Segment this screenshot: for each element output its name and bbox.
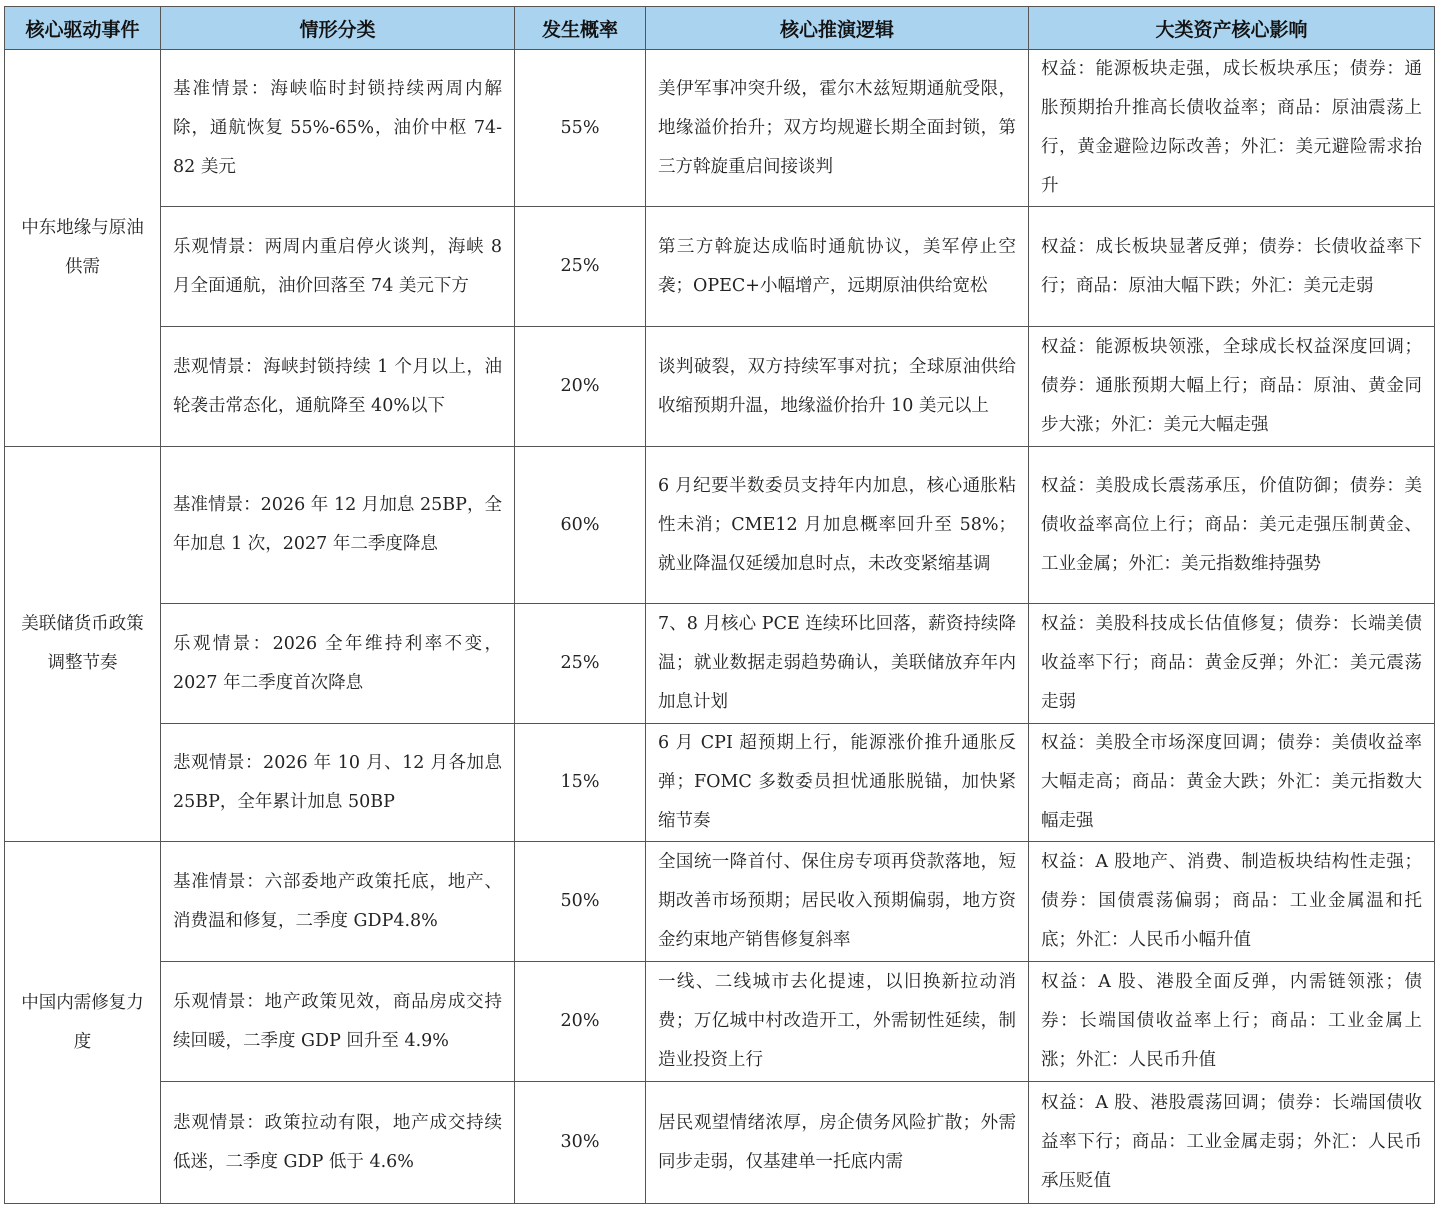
probability-cell: 60% (515, 447, 646, 604)
scenario-cell: 基准情景：六部委地产政策托底，地产、消费温和修复，二季度 GDP4.8% (161, 842, 515, 962)
scenario-cell: 基准情景：海峡临时封锁持续两周内解除，通航恢复 55%-65%，油价中枢 74-82 美元 (161, 50, 515, 207)
event-cell: 中东地缘与原油供需 (5, 50, 161, 447)
probability-cell: 20% (515, 327, 646, 447)
impact-cell: 权益：美股全市场深度回调；债券：美债收益率大幅走高；商品：黄金大跌；外汇：美元指数大幅走强 (1029, 724, 1435, 842)
impact-cell: 权益：成长板块显著反弹；债券：长债收益率下行；商品：原油大幅下跌；外汇：美元走弱 (1029, 207, 1435, 327)
logic-cell: 7、8 月核心 PCE 连续环比回落，薪资持续降温；就业数据走弱趋势确认，美联储放弃年内加息计划 (646, 604, 1029, 724)
probability-cell: 25% (515, 207, 646, 327)
header-probability: 发生概率 (515, 7, 646, 50)
logic-cell: 美伊军事冲突升级，霍尔木兹短期通航受限，地缘溢价抬升；双方均规避长期全面封锁，第三方斡旋重启间接谈判 (646, 50, 1029, 207)
probability-cell: 20% (515, 962, 646, 1082)
scenario-cell: 悲观情景：2026 年 10 月、12 月各加息 25BP，全年累计加息 50BP (161, 724, 515, 842)
scenario-cell: 悲观情景：海峡封锁持续 1 个月以上，油轮袭击常态化，通航降至 40%以下 (161, 327, 515, 447)
header-logic: 核心推演逻辑 (646, 7, 1029, 50)
header-row (5, 7, 1435, 50)
header-scenario: 情形分类 (161, 7, 515, 50)
probability-cell: 50% (515, 842, 646, 962)
probability-cell: 15% (515, 724, 646, 842)
table-row (5, 724, 1435, 842)
impact-cell: 权益：美股科技成长估值修复；债券：长端美债收益率下行；商品：黄金反弹；外汇：美元震荡走弱 (1029, 604, 1435, 724)
impact-cell: 权益：A 股、港股震荡回调；债券：长端国债收益率下行；商品：工业金属走弱；外汇：人民币承压贬值 (1029, 1082, 1435, 1204)
logic-cell: 居民观望情绪浓厚，房企债务风险扩散；外需同步走弱，仅基建单一托底内需 (646, 1082, 1029, 1204)
table-row (5, 842, 1435, 962)
event-cell: 美联储货币政策调整节奏 (5, 447, 161, 842)
header-event: 核心驱动事件 (5, 7, 161, 50)
impact-cell: 权益：美股成长震荡承压，价值防御；债券：美债收益率高位上行；商品：美元走强压制黄金、工业金属；外汇：美元指数维持强势 (1029, 447, 1435, 604)
header-impact: 大类资产核心影响 (1029, 7, 1435, 50)
table-row (5, 207, 1435, 327)
scenario-table-container (4, 6, 1434, 1203)
impact-cell: 权益：A 股地产、消费、制造板块结构性走强；债券：国债震荡偏弱；商品：工业金属温和托底；外汇：人民币小幅升值 (1029, 842, 1435, 962)
scenario-cell: 悲观情景：政策拉动有限，地产成交持续低迷，二季度 GDP 低于 4.6% (161, 1082, 515, 1204)
logic-cell: 一线、二线城市去化提速，以旧换新拉动消费；万亿城中村改造开工，外需韧性延续，制造业投资上行 (646, 962, 1029, 1082)
table-row (5, 447, 1435, 604)
logic-cell: 谈判破裂，双方持续军事对抗；全球原油供给收缩预期升温，地缘溢价抬升 10 美元以上 (646, 327, 1029, 447)
scenario-cell: 基准情景：2026 年 12 月加息 25BP，全年加息 1 次，2027 年二季度降息 (161, 447, 515, 604)
table-row (5, 327, 1435, 447)
scenario-cell: 乐观情景：地产政策见效，商品房成交持续回暖，二季度 GDP 回升至 4.9% (161, 962, 515, 1082)
table-row (5, 50, 1435, 207)
table-row (5, 962, 1435, 1082)
logic-cell: 全国统一降首付、保住房专项再贷款落地，短期改善市场预期；居民收入预期偏弱，地方资金约束地产销售修复斜率 (646, 842, 1029, 962)
scenario-cell: 乐观情景：2026 全年维持利率不变，2027 年二季度首次降息 (161, 604, 515, 724)
event-cell: 中国内需修复力度 (5, 842, 161, 1204)
impact-cell: 权益：能源板块走强，成长板块承压；债券：通胀预期抬升推高长债收益率；商品：原油震荡上行，黄金避险边际改善；外汇：美元避险需求抬升 (1029, 50, 1435, 207)
logic-cell: 6 月纪要半数委员支持年内加息，核心通胀粘性未消；CME12 月加息概率回升至 58%；就业降温仅延缓加息时点，未改变紧缩基调 (646, 447, 1029, 604)
scenario-table (4, 6, 1435, 1204)
probability-cell: 25% (515, 604, 646, 724)
probability-cell: 30% (515, 1082, 646, 1204)
table-row (5, 1082, 1435, 1204)
logic-cell: 第三方斡旋达成临时通航协议，美军停止空袭；OPEC+小幅增产，远期原油供给宽松 (646, 207, 1029, 327)
impact-cell: 权益：能源板块领涨，全球成长权益深度回调；债券：通胀预期大幅上行；商品：原油、黄金同步大涨；外汇：美元大幅走强 (1029, 327, 1435, 447)
table-row (5, 604, 1435, 724)
scenario-cell: 乐观情景：两周内重启停火谈判，海峡 8 月全面通航，油价回落至 74 美元下方 (161, 207, 515, 327)
probability-cell: 55% (515, 50, 646, 207)
logic-cell: 6 月 CPI 超预期上行，能源涨价推升通胀反弹；FOMC 多数委员担忧通胀脱锚，加快紧缩节奏 (646, 724, 1029, 842)
impact-cell: 权益：A 股、港股全面反弹，内需链领涨；债券：长端国债收益率上行；商品：工业金属上涨；外汇：人民币升值 (1029, 962, 1435, 1082)
